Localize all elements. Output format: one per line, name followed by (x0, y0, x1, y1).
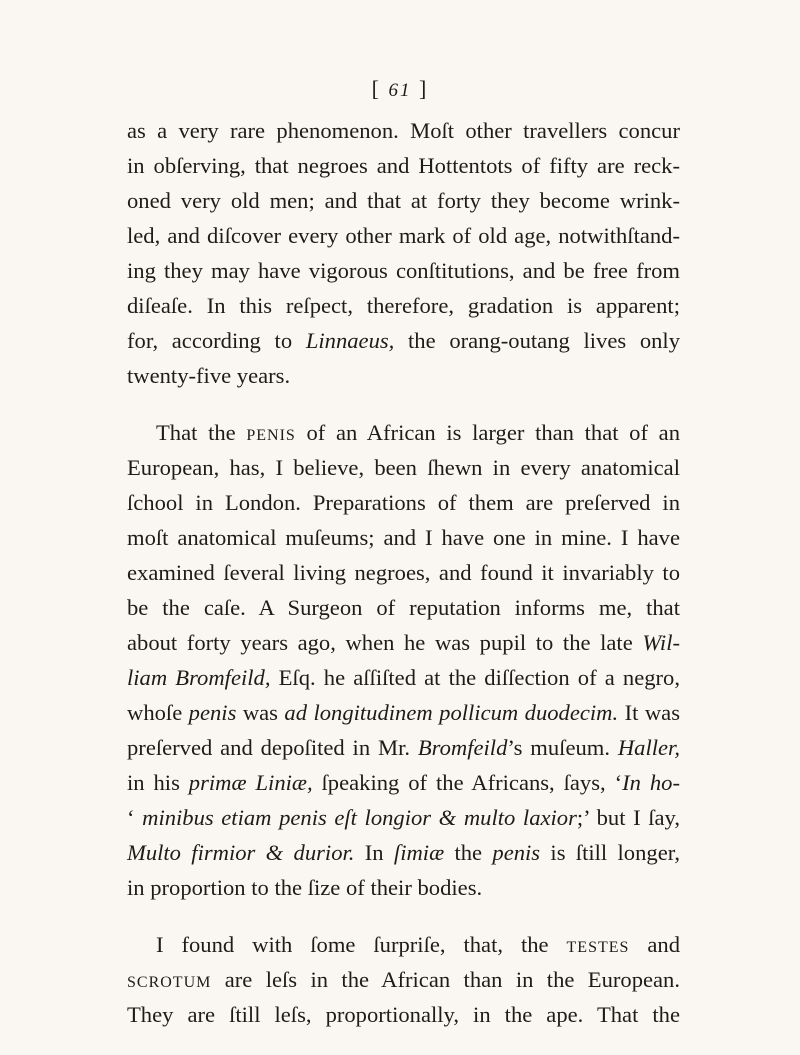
text-run: was (236, 700, 285, 725)
text-line (127, 330, 680, 353)
text-line: examined ſeveral living negroes, and found it invariably to (127, 560, 680, 585)
italic-run: minibus etiam penis eſt longior & multo laxior (142, 805, 577, 830)
text-line: ſchool in London. Preparations of them are preſerved in (127, 490, 680, 515)
small-caps-run: penis (246, 420, 296, 445)
text-line (156, 934, 680, 957)
italic-run: primæ Liniæ, (188, 770, 313, 795)
bracket-close: ] (419, 76, 429, 101)
text-run: of an African is larger than that of an (295, 420, 680, 445)
text-run: In (354, 840, 394, 865)
text-line: They are ſtill leſs, proportionally, in the ape. That the (127, 1002, 680, 1027)
text-line: oned very old men; and that at forty they become wrink- (127, 188, 680, 213)
text-line (127, 807, 680, 830)
small-caps-run: scrotum (127, 967, 212, 992)
italic-run: In ho- (622, 770, 680, 795)
text-line (127, 969, 680, 992)
text-run: whoſe (127, 700, 189, 725)
text-run: ;’ but I ſay, (576, 805, 680, 830)
text-run: That the (156, 420, 247, 445)
italic-run: ad longitudinem pollicum duodecim. (284, 700, 619, 725)
italic-run: Haller, (617, 735, 680, 760)
text-run: ’s muſeum. (507, 735, 618, 760)
bracket-open: [ (371, 76, 381, 101)
text-run: the (444, 840, 493, 865)
text-run: are leſs in the African than in the European. (211, 967, 680, 992)
text-line: twenty-five years. (127, 363, 291, 388)
text-line: diſeaſe. In this reſpect, therefore, gradation is apparent; (127, 293, 680, 318)
text-line: be the caſe. A Surgeon of reputation informs me, that (127, 595, 680, 620)
italic-run: liam Bromfeild, (127, 665, 271, 690)
text-line: in obſerving, that negroes and Hottentots of fifty are reck- (127, 153, 680, 178)
text-run: ſpeaking of the Africans, ſays, ‘ (312, 770, 623, 795)
text-line: European, has, I believe, been ſhewn in every anatomical (127, 455, 680, 480)
italic-run: Multo firmior & durior. (127, 840, 355, 865)
text-line: led, and diſcover every other mark of old age, notwithſtand- (127, 223, 680, 248)
text-run: I found with ſome ſurpriſe, that, the (156, 932, 567, 957)
italic-run: ſimiæ (393, 840, 445, 865)
page-number: 61 (388, 80, 412, 101)
text-run: the orang-outang lives only (394, 328, 681, 353)
italic-run: penis (188, 700, 237, 725)
text-line: moſt anatomical muſeums; and I have one in mine. I have (127, 525, 680, 550)
small-caps-run: testes (566, 932, 630, 957)
text-line (127, 632, 680, 655)
text-line: as a very rare phenomenon. Moſt other travellers concur (127, 118, 680, 143)
text-line (127, 737, 680, 760)
text-line (127, 842, 680, 865)
italic-run: Bromfeild (417, 735, 508, 760)
text-line (127, 772, 680, 795)
text-line: in proportion to the ſize of their bodies. (127, 875, 483, 900)
text-line (127, 667, 680, 690)
text-run: in his (127, 770, 189, 795)
italic-run: Linnaeus, (305, 328, 395, 353)
text-run: about forty years ago, when he was pupil to the late (127, 630, 643, 655)
text-run: for, according to (127, 328, 306, 353)
text-line (127, 702, 680, 725)
italic-run: penis (492, 840, 541, 865)
text-run: is ſtill longer, (540, 840, 680, 865)
text-run: It was (618, 700, 680, 725)
text-line: ing they may have vigorous conſtitutions, and be free from (127, 258, 680, 283)
italic-run: Wil- (642, 630, 680, 655)
text-line (156, 422, 680, 445)
page-number-header (0, 76, 800, 102)
text-run: Eſq. he aſſiſted at the diſſection of a negro, (270, 665, 680, 690)
text-run: and (629, 932, 680, 957)
text-run: preſerved and depoſited in Mr. (127, 735, 418, 760)
text-run: ‘ (127, 805, 143, 830)
